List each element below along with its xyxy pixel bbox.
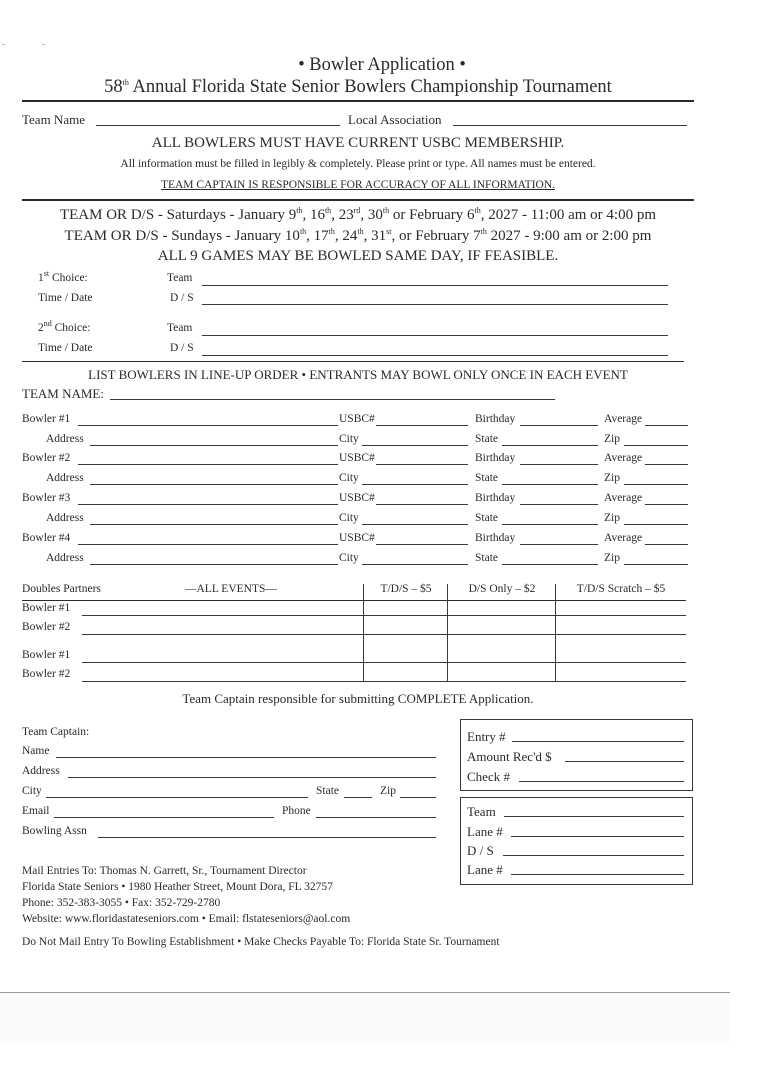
- state-field[interactable]: [502, 445, 598, 446]
- schedule-note: ALL 9 GAMES MAY BE BOWLED SAME DAY, IF FEASIBLE.: [157, 248, 559, 264]
- sun-text: , 17: [306, 228, 329, 244]
- sup: th: [324, 206, 332, 215]
- usbc-field[interactable]: [376, 544, 468, 545]
- second-time-date-label: Time / Date: [38, 342, 93, 354]
- events-col-divider: [555, 584, 556, 682]
- usbc-label: USBC#: [339, 452, 375, 464]
- first-team-label: Team: [167, 272, 193, 284]
- form-subtitle: [0, 77, 716, 98]
- office-lane2-field[interactable]: [511, 874, 684, 875]
- city-field[interactable]: [362, 445, 468, 446]
- first-ds-label: D / S: [170, 292, 194, 304]
- sat-text: TEAM OR D/S - Saturdays - January 9: [59, 207, 297, 223]
- zip-label: Zip: [604, 472, 620, 484]
- bowler-name-field[interactable]: [78, 544, 338, 545]
- captain-email-field[interactable]: [54, 817, 274, 818]
- team-name-field[interactable]: [96, 125, 340, 126]
- state-label: State: [475, 433, 498, 445]
- bowling-assn-label: Bowling Assn: [22, 825, 87, 837]
- subtitle-text: Annual Florida State Senior Bowlers Championship Tournament: [128, 77, 612, 97]
- birthday-label: Birthday: [475, 452, 516, 464]
- amount-received-label: Amount Rec'd $: [467, 749, 552, 764]
- notice-divider: [22, 199, 694, 201]
- choice-num: 1: [38, 272, 44, 284]
- mail-line-3: Phone: 352-383-3055 • Fax: 352-729-2780: [22, 897, 221, 909]
- title-line-1: • Bowler Application •: [298, 55, 466, 75]
- sun-text: , or February 7: [391, 228, 481, 244]
- membership-notice: ALL BOWLERS MUST HAVE CURRENT USBC MEMBERSHIP.: [151, 135, 565, 151]
- event-bowler-field[interactable]: [82, 681, 686, 682]
- scan-shadow: [0, 993, 730, 1043]
- mail-line-1: Mail Entries To: Thomas N. Garrett, Sr., Tournament Director: [22, 865, 307, 877]
- captain-city-label: City: [22, 785, 42, 797]
- local-association-label: Local Association: [348, 112, 442, 127]
- form-title: [0, 55, 764, 76]
- event-bowler-label: Bowler #2: [22, 621, 71, 633]
- captain-city-field[interactable]: [46, 797, 308, 798]
- entry-number-label: Entry #: [467, 729, 506, 744]
- average-field[interactable]: [645, 504, 688, 505]
- city-field[interactable]: [362, 484, 468, 485]
- birthday-label: Birthday: [475, 532, 516, 544]
- schedule-sundays: [0, 228, 716, 245]
- zip-field[interactable]: [624, 564, 688, 565]
- city-label: City: [339, 512, 359, 524]
- first-choice-team-field[interactable]: [202, 285, 668, 286]
- sun-text: , 31: [363, 228, 387, 244]
- bowler-label: Bowler #2: [22, 452, 71, 464]
- sun-text: TEAM OR D/S - Sundays - January 10: [64, 228, 300, 244]
- local-association-field[interactable]: [453, 125, 687, 126]
- city-field[interactable]: [362, 564, 468, 565]
- office-ds-label: D / S: [467, 843, 494, 858]
- state-label: State: [475, 472, 498, 484]
- col-ds-only-header: D/S Only – $2: [468, 583, 536, 595]
- sup: th: [382, 206, 390, 215]
- captain-state-field[interactable]: [344, 797, 372, 798]
- events-col-divider: [363, 584, 364, 682]
- col-tds-header: T/D/S – $5: [380, 583, 432, 595]
- subtitle-ordinal: 58: [104, 77, 123, 97]
- birthday-field[interactable]: [520, 425, 598, 426]
- usbc-field[interactable]: [376, 425, 468, 426]
- all-events-label: —ALL EVENTS—: [185, 583, 277, 595]
- first-time-date-label: Time / Date: [38, 292, 93, 304]
- choice-divider: [22, 361, 684, 362]
- city-field[interactable]: [362, 524, 468, 525]
- state-field[interactable]: [502, 564, 598, 565]
- state-field[interactable]: [502, 524, 598, 525]
- average-label: Average: [604, 452, 643, 464]
- captain-phone-field[interactable]: [316, 817, 436, 818]
- event-bowler-field[interactable]: [82, 634, 686, 635]
- captain-name-field[interactable]: [56, 757, 436, 758]
- sup: th: [328, 227, 335, 236]
- scan-mark: [42, 44, 45, 45]
- address-field[interactable]: [90, 445, 338, 446]
- state-field[interactable]: [502, 484, 598, 485]
- info-notice: All information must be filled in legibly & completely. Please print or type. All names must be entered.: [120, 158, 596, 170]
- lineup-heading: LIST BOWLERS IN LINE-UP ORDER • ENTRANTS MAY BOWL ONLY ONCE IN EACH EVENT: [88, 367, 628, 382]
- sup: st: [386, 227, 392, 236]
- sun-text: , 24: [334, 228, 358, 244]
- zip-field[interactable]: [624, 524, 688, 525]
- sup: rd: [353, 206, 361, 215]
- event-bowler-label: Bowler #1: [22, 602, 71, 614]
- sat-text: , 23: [331, 207, 354, 223]
- second-choice-team-field[interactable]: [202, 335, 668, 336]
- average-field[interactable]: [645, 425, 688, 426]
- sup: th: [357, 227, 364, 236]
- choice-text: Choice:: [51, 322, 91, 334]
- sup: st: [43, 269, 50, 279]
- amount-received-field[interactable]: [565, 761, 684, 762]
- col-tds-scratch-header: T/D/S Scratch – $5: [576, 583, 666, 595]
- zip-label: Zip: [604, 552, 620, 564]
- event-bowler-field[interactable]: [82, 615, 686, 616]
- office-ds-field[interactable]: [503, 855, 684, 856]
- schedule-saturdays: [0, 207, 716, 224]
- city-label: City: [339, 472, 359, 484]
- lineup-team-name-field[interactable]: [110, 399, 555, 400]
- bowler-label: Bowler #4: [22, 532, 71, 544]
- address-label: Address: [46, 512, 84, 524]
- birthday-field[interactable]: [520, 504, 598, 505]
- sat-text: , 30: [360, 207, 383, 223]
- average-label: Average: [604, 413, 643, 425]
- captain-zip-field[interactable]: [400, 797, 436, 798]
- office-team-label: Team: [467, 804, 496, 819]
- sup: th: [474, 206, 481, 215]
- office-lane1-field[interactable]: [511, 836, 684, 837]
- bowler-label: Bowler #1: [22, 413, 71, 425]
- sup: th: [480, 227, 487, 236]
- address-field[interactable]: [90, 564, 338, 565]
- office-lane2-label: Lane #: [467, 862, 503, 877]
- sat-text: or February 6: [389, 207, 475, 223]
- captain-phone-label: Phone: [282, 805, 311, 817]
- zip-field[interactable]: [624, 484, 688, 485]
- city-label: City: [339, 433, 359, 445]
- captain-email-label: Email: [22, 805, 50, 817]
- sat-text: , 2027 - 11:00 am or 4:00 pm: [480, 207, 656, 223]
- usbc-label: USBC#: [339, 413, 375, 425]
- address-field[interactable]: [90, 524, 338, 525]
- birthday-label: Birthday: [475, 413, 516, 425]
- city-label: City: [339, 552, 359, 564]
- choice-text: Choice:: [49, 272, 88, 284]
- sun-text: 2027 - 9:00 am or 2:00 pm: [486, 228, 652, 244]
- average-label: Average: [604, 532, 643, 544]
- lineup-team-name-label: TEAM NAME:: [22, 386, 104, 401]
- usbc-label: USBC#: [339, 532, 375, 544]
- events-header-rule: [22, 600, 686, 601]
- usbc-label: USBC#: [339, 492, 375, 504]
- state-label: State: [475, 512, 498, 524]
- team-captain-label: Team Captain:: [22, 726, 90, 738]
- second-ds-label: D / S: [170, 342, 194, 354]
- second-choice-label: [38, 319, 91, 334]
- captain-address-field[interactable]: [68, 777, 436, 778]
- zip-field[interactable]: [624, 445, 688, 446]
- sup: th: [296, 206, 303, 215]
- sup: nd: [43, 319, 52, 329]
- usbc-field[interactable]: [376, 464, 468, 465]
- captain-state-label: State: [316, 785, 339, 797]
- average-field[interactable]: [645, 464, 688, 465]
- average-label: Average: [604, 492, 643, 504]
- bowler-name-field[interactable]: [78, 425, 338, 426]
- address-label: Address: [46, 472, 84, 484]
- mail-line-4: Website: www.floridastateseniors.com • Email: flstateseniors@aol.com: [22, 913, 351, 925]
- address-field[interactable]: [90, 484, 338, 485]
- office-team-field[interactable]: [504, 816, 684, 817]
- birthday-field[interactable]: [520, 544, 598, 545]
- zip-label: Zip: [604, 512, 620, 524]
- captain-responsibility-note: Team Captain responsible for submitting COMPLETE Application.: [182, 691, 534, 706]
- average-field[interactable]: [645, 544, 688, 545]
- captain-zip-label: Zip: [380, 785, 396, 797]
- mail-line-2: Florida State Seniors • 1980 Heather Street, Mount Dora, FL 32757: [22, 881, 333, 893]
- event-bowler-label: Bowler #2: [22, 668, 71, 680]
- bowler-name-field[interactable]: [78, 464, 338, 465]
- zip-label: Zip: [604, 433, 620, 445]
- second-choice-ds-field[interactable]: [202, 355, 668, 356]
- sup: th: [299, 227, 307, 236]
- events-col-divider: [447, 584, 448, 682]
- choice-num: 2: [38, 322, 44, 334]
- captain-notice: TEAM CAPTAIN IS RESPONSIBLE FOR ACCURACY OF ALL INFORMATION.: [160, 179, 556, 191]
- subtitle-sup: th: [122, 77, 129, 87]
- event-bowler-label: Bowler #1: [22, 649, 71, 661]
- state-label: State: [475, 552, 498, 564]
- entry-number-field[interactable]: [512, 741, 684, 742]
- address-label: Address: [46, 433, 84, 445]
- team-name-label: Team Name: [22, 112, 85, 127]
- header-divider: [22, 100, 694, 102]
- first-choice-ds-field[interactable]: [202, 304, 668, 305]
- birthday-field[interactable]: [520, 464, 598, 465]
- check-number-field[interactable]: [519, 781, 684, 782]
- bowler-name-field[interactable]: [78, 504, 338, 505]
- check-number-label: Check #: [467, 769, 510, 784]
- office-lane1-label: Lane #: [467, 824, 503, 839]
- captain-address-label: Address: [22, 765, 60, 777]
- first-choice-label: [38, 269, 88, 284]
- scan-mark: [2, 44, 5, 45]
- event-bowler-field[interactable]: [82, 662, 686, 663]
- bowler-label: Bowler #3: [22, 492, 71, 504]
- captain-name-label: Name: [22, 745, 50, 757]
- usbc-field[interactable]: [376, 504, 468, 505]
- doubles-partners-label: Doubles Partners: [22, 583, 101, 595]
- mail-line-5: Do Not Mail Entry To Bowling Establishment • Make Checks Payable To: Florida State Sr. Tournament: [22, 936, 500, 948]
- second-team-label: Team: [167, 322, 193, 334]
- address-label: Address: [46, 552, 84, 564]
- birthday-label: Birthday: [475, 492, 516, 504]
- bowling-assn-field[interactable]: [98, 837, 436, 838]
- sat-text: , 16: [302, 207, 325, 223]
